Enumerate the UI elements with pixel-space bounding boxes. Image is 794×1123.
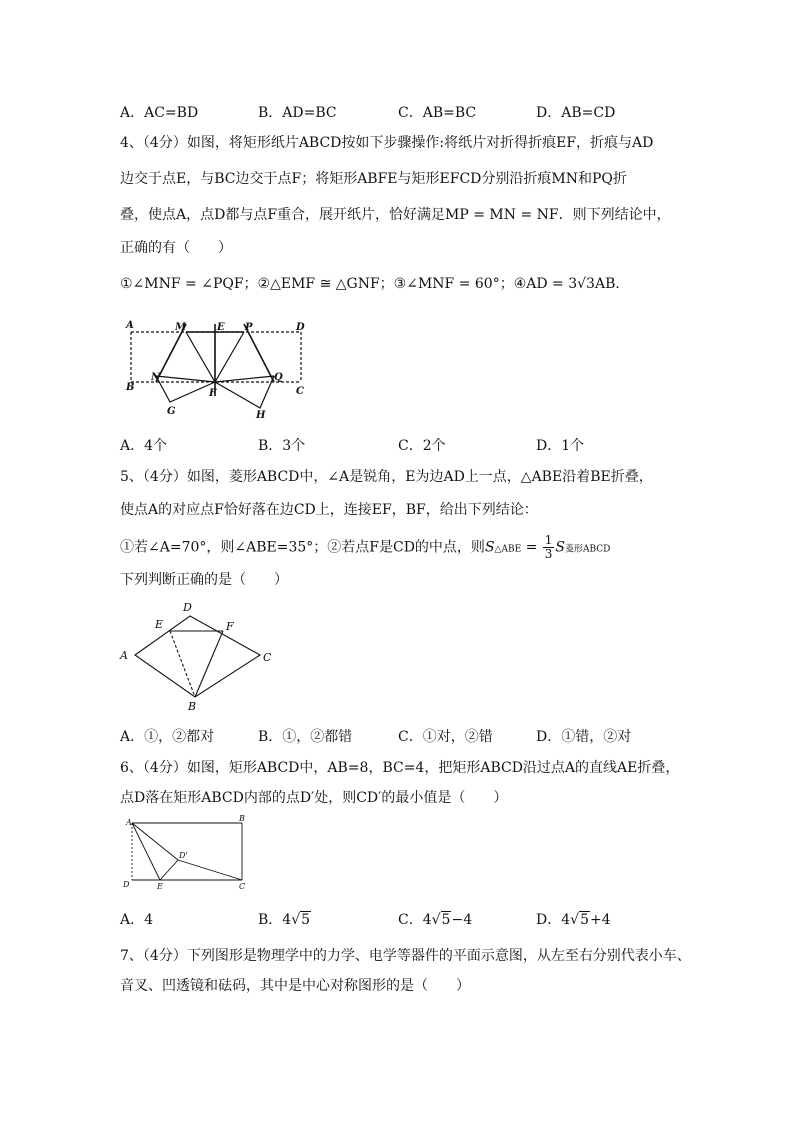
q4-stem-line4: 正确的有（ ） (120, 240, 232, 256)
q5-option-c[interactable]: C．①对，②错 (398, 729, 493, 745)
q6-crease-ae (132, 823, 160, 880)
q4-conclusions: ①∠MNF = ∠PQF；②△EMF ≅ △GNF；③∠MNF = 60°；④AD = 3√3AB． (120, 276, 630, 292)
q4-label-d: D (296, 322, 305, 333)
q6-option-d-coef: D．4 (536, 912, 571, 928)
q5-option-d[interactable]: D．①错，②对 (536, 729, 632, 745)
q4-option-a[interactable]: A．4个 (120, 438, 168, 454)
q4-flap-left (156, 376, 215, 402)
q4-label-h: H (256, 410, 266, 421)
q4-stem-line3: 叠，使点A，点D都与点F重合，展开纸片，恰好满足MP = MN = NF．则下列结论中， (120, 207, 671, 223)
q5-figure (115, 598, 285, 713)
q4-label-f: F (209, 388, 217, 399)
q6-option-c-tail: −4 (451, 912, 473, 928)
q4-seg-nf (156, 376, 215, 382)
q4-label-q: Q (274, 372, 283, 383)
q4-stem-line1: 4、（4分）如图，将矩形纸片ABCD按如下步骤操作:将纸片对折得折痕EF，折痕与AD (120, 135, 654, 151)
q5-s-symbol-2: S (555, 539, 566, 556)
q5-label-e: E (155, 618, 164, 631)
q4-figure (120, 316, 320, 426)
q6-options (120, 909, 680, 929)
q6-option-d[interactable] (536, 909, 611, 929)
q5-seg-bf (195, 631, 223, 697)
q5-stem-line4: 下列判断正确的是（ ） (120, 572, 288, 588)
q4-stem-line2: 边交于点E，与BC边交于点F；将矩形ABFE与矩形EFCD分别沿折痕MN和PQ折 (120, 171, 627, 187)
q6-option-c-coef: C．4 (398, 912, 432, 928)
q6-option-c-radicand: 5 (441, 912, 451, 928)
q3-option-a[interactable]: A．AC=BD (120, 105, 199, 121)
q5-fraction-den: 3 (544, 547, 553, 561)
q3-option-b[interactable]: B．AD=BC (258, 105, 337, 121)
q6-label-c: C (239, 882, 246, 891)
q7-stem-line1: 7、（4分）下列图形是物理学中的力学、电学等器件的平面示意图，从左至右分别代表小车、 (120, 948, 691, 964)
q5-s-sub-rhombus: 菱形ABCD (565, 544, 611, 555)
q4-option-c[interactable]: C．2个 (398, 438, 446, 454)
q3-option-c[interactable]: C．AB=BC (398, 105, 477, 121)
q6-option-b[interactable] (258, 909, 311, 929)
q6-label-b: B (239, 814, 245, 823)
q5-label-d: D (183, 601, 192, 614)
q7-stem-line2: 音叉、凹透镜和砝码，其中是中心对称图形的是（ ） (120, 978, 470, 994)
q6-option-d-tail: +4 (589, 912, 611, 928)
q4-options (120, 435, 680, 455)
q5-label-c: C (263, 651, 272, 664)
q4-label-g: G (167, 406, 176, 417)
q5-stem-line1: 5、（4分）如图，菱形ABCD中，∠A是锐角，E为边AD上一点，△ABE沿着BE折叠， (120, 469, 653, 485)
q6-figure (120, 815, 250, 895)
q4-seg-pf (215, 332, 244, 382)
q6-option-b-radicand: 5 (301, 912, 311, 928)
q3-option-d[interactable]: D．AB=CD (536, 105, 616, 121)
q6-option-b-radical-sign: √ (291, 912, 301, 928)
q5-s-symbol: S (484, 539, 495, 556)
q6-seg-d1e (160, 860, 178, 880)
q6-label-d: D (123, 880, 130, 889)
q4-seg-mf (186, 332, 215, 382)
q4-label-c: C (296, 386, 304, 397)
q4-option-b[interactable]: B．3个 (258, 438, 306, 454)
q4-label-e: E (217, 322, 225, 333)
q6-label-d1: D' (179, 851, 188, 860)
q6-option-d-radical-sign: √ (570, 912, 580, 928)
q4-option-d[interactable]: D．1个 (536, 438, 585, 454)
q4-label-p: P (245, 322, 253, 333)
q5-stem-line3 (120, 534, 610, 561)
q6-seg-ad1 (132, 823, 178, 860)
q5-seg-be (170, 631, 195, 697)
q5-fraction-num: 1 (544, 533, 553, 547)
q6-option-a[interactable]: A．4 (120, 912, 154, 928)
q5-rhombus (135, 616, 260, 697)
q5-label-b: B (188, 700, 197, 713)
q6-label-e: E (157, 882, 163, 891)
q5-option-a[interactable]: A．①，②都对 (120, 729, 215, 745)
q4-seg-qf (215, 376, 274, 382)
q5-stem-line2: 使点A的对应点F恰好落在边CD上，连接EF，BF，给出下列结论： (120, 502, 538, 518)
q5-label-f: F (226, 620, 234, 633)
q4-label-b: B (126, 382, 135, 393)
q6-stem-line2: 点D落在矩形ABCD内部的点D′处，则CD′的最小值是（ ） (120, 790, 508, 806)
q5-options (120, 726, 680, 746)
q6-option-c[interactable] (398, 909, 472, 929)
q5-fraction (543, 534, 555, 561)
q6-seg-cd1 (178, 860, 242, 880)
q5-label-a: A (120, 649, 128, 662)
q6-option-d-radicand: 5 (580, 912, 589, 928)
q4-label-m: M (175, 322, 187, 333)
q6-label-a: A (126, 818, 132, 827)
q5-conclusion-text: ①若∠A=70°，则∠ABE=35°；②若点F是CD的中点，则 (120, 539, 485, 556)
q6-option-b-coef: B．4 (258, 912, 292, 928)
q6-stem-line1: 6、（4分）如图，矩形ABCD中，AB=8，BC=4，把矩形ABCD沿过点A的直线AE折叠， (120, 760, 680, 776)
q5-option-b[interactable]: B．①，②都错 (258, 729, 353, 745)
q6-option-c-radical-sign: √ (431, 912, 441, 928)
q4-label-n: N (151, 372, 161, 383)
q5-s-sub-abe: △ABE (494, 544, 522, 555)
q5-equals: = (521, 539, 542, 556)
q4-label-a: A (126, 320, 134, 331)
q3-options (120, 102, 680, 122)
